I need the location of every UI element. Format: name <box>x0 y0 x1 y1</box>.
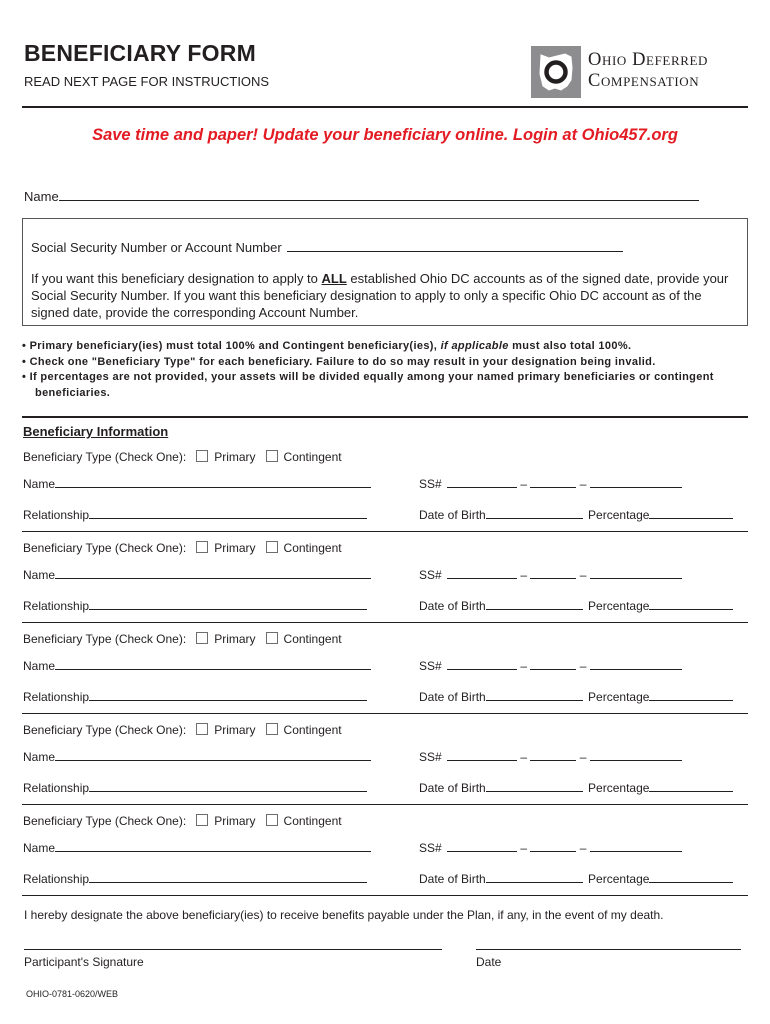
logo-line-2: Compensation <box>588 71 700 91</box>
contingent-label: Contingent <box>283 450 342 464</box>
participant-name-label: Name <box>24 189 59 204</box>
ss-row <box>419 475 682 491</box>
contingent-checkbox[interactable] <box>266 541 278 553</box>
form-code: OHIO-0781-0620/WEB <box>26 989 119 999</box>
contingent-checkbox[interactable] <box>266 450 278 462</box>
primary-checkbox[interactable] <box>196 450 208 462</box>
rules-list <box>22 339 752 401</box>
dob-label: Date of Birth <box>419 872 486 886</box>
beneficiary-type-label: Beneficiary Type (Check One): <box>23 541 187 555</box>
contingent-checkbox[interactable] <box>266 723 278 735</box>
ss-field-part1[interactable] <box>447 748 517 761</box>
percentage-label: Percentage <box>588 781 650 795</box>
ss-label: SS# <box>419 659 442 673</box>
primary-label: Primary <box>214 541 256 555</box>
entry-divider <box>22 713 748 714</box>
ss-dash: – <box>520 659 528 673</box>
beneficiary-name-field[interactable] <box>55 657 371 670</box>
dob-percentage-row <box>419 506 733 522</box>
ss-field-part2[interactable] <box>530 566 576 579</box>
primary-label: Primary <box>214 814 256 828</box>
beneficiary-name-field[interactable] <box>55 566 371 579</box>
ssn-instructions <box>31 270 741 321</box>
ss-field-part3[interactable] <box>590 475 682 488</box>
ss-label: SS# <box>419 750 442 764</box>
ss-row <box>419 566 682 582</box>
date-label: Date <box>476 955 502 969</box>
dob-field[interactable] <box>486 506 583 519</box>
relationship-field[interactable] <box>89 688 367 701</box>
beneficiary-name-row <box>23 657 371 673</box>
relationship-row <box>23 870 367 886</box>
ss-dash: – <box>579 659 587 673</box>
ssn-row <box>31 239 623 255</box>
relationship-field[interactable] <box>89 779 367 792</box>
beneficiary-name-row <box>23 475 371 491</box>
form-subtitle: READ NEXT PAGE FOR INSTRUCTIONS <box>24 74 270 89</box>
percentage-label: Percentage <box>588 872 650 886</box>
date-line[interactable] <box>476 949 741 950</box>
relationship-label: Relationship <box>23 872 90 886</box>
dob-field[interactable] <box>486 779 583 792</box>
ss-dash: – <box>520 750 528 764</box>
dob-label: Date of Birth <box>419 508 486 522</box>
contingent-checkbox[interactable] <box>266 814 278 826</box>
instructions-emphasis: ALL <box>321 271 347 286</box>
ss-dash: – <box>579 568 587 582</box>
beneficiary-type-row <box>23 541 342 555</box>
ss-label: SS# <box>419 477 442 491</box>
percentage-field[interactable] <box>649 779 733 792</box>
beneficiary-type-label: Beneficiary Type (Check One): <box>23 723 187 737</box>
relationship-field[interactable] <box>89 506 367 519</box>
percentage-field[interactable] <box>649 688 733 701</box>
contingent-checkbox[interactable] <box>266 632 278 644</box>
percentage-field[interactable] <box>649 506 733 519</box>
ss-dash: – <box>579 841 587 855</box>
beneficiary-name-field[interactable] <box>55 748 371 761</box>
entry-divider <box>22 622 748 623</box>
beneficiary-type-label: Beneficiary Type (Check One): <box>23 632 187 646</box>
dob-percentage-row <box>419 597 733 613</box>
logo-line-1: Ohio Deferred <box>588 50 709 70</box>
ss-field-part3[interactable] <box>590 839 682 852</box>
relationship-row <box>23 779 367 795</box>
relationship-label: Relationship <box>23 781 90 795</box>
ss-field-part2[interactable] <box>530 839 576 852</box>
ss-dash: – <box>520 477 528 491</box>
org-logo-text <box>588 50 708 92</box>
contingent-label: Contingent <box>283 723 342 737</box>
rule-item: • Check one "Beneficiary Type" for each beneficiary. Failure to do so may result in your designation being invalid. <box>22 355 656 368</box>
header-divider <box>22 106 748 108</box>
beneficiary-entry <box>0 632 770 723</box>
relationship-field[interactable] <box>89 870 367 883</box>
primary-label: Primary <box>214 723 256 737</box>
dob-field[interactable] <box>486 688 583 701</box>
participant-name-field[interactable] <box>59 188 699 201</box>
signature-line[interactable] <box>24 949 442 950</box>
ss-row <box>419 657 682 673</box>
ssn-field[interactable] <box>287 239 623 252</box>
ss-field-part2[interactable] <box>530 657 576 670</box>
beneficiary-type-label: Beneficiary Type (Check One): <box>23 814 187 828</box>
dob-percentage-row <box>419 688 733 704</box>
percentage-field[interactable] <box>649 870 733 883</box>
percentage-field[interactable] <box>649 597 733 610</box>
beneficiary-type-row <box>23 450 342 464</box>
ss-dash: – <box>520 568 528 582</box>
entry-divider <box>22 804 748 805</box>
beneficiary-name-row <box>23 748 371 764</box>
beneficiary-name-row <box>23 566 371 582</box>
ss-label: SS# <box>419 568 442 582</box>
beneficiary-name-label: Name <box>23 568 56 582</box>
beneficiary-section-title: Beneficiary Information <box>23 424 169 439</box>
ss-field-part3[interactable] <box>590 657 682 670</box>
beneficiary-name-field[interactable] <box>55 839 371 852</box>
primary-checkbox[interactable] <box>196 632 208 644</box>
beneficiary-entry <box>0 814 770 905</box>
contingent-label: Contingent <box>283 541 342 555</box>
primary-checkbox[interactable] <box>196 814 208 826</box>
beneficiary-type-row <box>23 723 342 737</box>
rule-item: • Primary beneficiary(ies) must total 100% and Contingent beneficiary(ies), if applicable must also total 100%. <box>22 340 632 352</box>
relationship-label: Relationship <box>23 599 90 613</box>
relationship-row <box>23 597 367 613</box>
ss-dash: – <box>579 750 587 764</box>
beneficiary-name-row <box>23 839 371 855</box>
ss-dash: – <box>520 841 528 855</box>
beneficiary-entry <box>0 450 770 541</box>
entry-divider <box>22 531 748 532</box>
ss-dash: – <box>579 477 587 491</box>
relationship-field[interactable] <box>89 597 367 610</box>
rule-item: • If percentages are not provided, your assets will be divided equally among your named primary beneficiaries or contingent beneficiaries. <box>22 371 714 399</box>
dob-field[interactable] <box>486 597 583 610</box>
percentage-label: Percentage <box>588 690 650 704</box>
relationship-label: Relationship <box>23 690 90 704</box>
entry-divider <box>22 895 748 896</box>
percentage-label: Percentage <box>588 599 650 613</box>
ss-field-part1[interactable] <box>447 566 517 579</box>
beneficiary-name-label: Name <box>23 750 56 764</box>
beneficiary-type-row <box>23 814 342 828</box>
dob-field[interactable] <box>486 870 583 883</box>
dob-label: Date of Birth <box>419 781 486 795</box>
beneficiary-name-label: Name <box>23 477 56 491</box>
relationship-row <box>23 688 367 704</box>
ss-field-part1[interactable] <box>447 475 517 488</box>
designation-declaration: I hereby designate the above beneficiary(ies) to receive benefits payable under the Plan, if any, in the event of my death. <box>24 908 664 922</box>
dob-percentage-row <box>419 779 733 795</box>
ss-field-part1[interactable] <box>447 657 517 670</box>
dob-percentage-row <box>419 870 733 886</box>
ss-field-part3[interactable] <box>590 748 682 761</box>
relationship-row <box>23 506 367 522</box>
relationship-label: Relationship <box>23 508 90 522</box>
contingent-label: Contingent <box>283 814 342 828</box>
primary-checkbox[interactable] <box>196 723 208 735</box>
ss-field-part3[interactable] <box>590 566 682 579</box>
ohio-logo-icon <box>531 46 581 98</box>
ss-label: SS# <box>419 841 442 855</box>
ss-row <box>419 839 682 855</box>
dob-label: Date of Birth <box>419 690 486 704</box>
beneficiary-name-label: Name <box>23 841 56 855</box>
form-title: BENEFICIARY FORM <box>24 40 256 66</box>
beneficiary-name-field[interactable] <box>55 475 371 488</box>
primary-label: Primary <box>214 450 256 464</box>
beneficiary-entry <box>0 723 770 814</box>
beneficiary-type-label: Beneficiary Type (Check One): <box>23 450 187 464</box>
ss-field-part1[interactable] <box>447 839 517 852</box>
primary-checkbox[interactable] <box>196 541 208 553</box>
ss-field-part2[interactable] <box>530 748 576 761</box>
ss-field-part2[interactable] <box>530 475 576 488</box>
ss-row <box>419 748 682 764</box>
instructions-text-2: established Ohio DC accounts as of the signed date, provide your Social Security Number. If you want this beneficiary designation to apply to only a specific Ohio DC account as of the signed date, provide the corresponding Account Number. <box>31 271 729 320</box>
beneficiary-entry <box>0 541 770 632</box>
beneficiary-type-row <box>23 632 342 646</box>
participant-name-row <box>24 188 699 204</box>
section-divider <box>22 416 748 418</box>
ssn-label: Social Security Number or Account Number <box>31 240 282 255</box>
contingent-label: Contingent <box>283 632 342 646</box>
participant-signature-label: Participant's Signature <box>24 955 144 969</box>
instructions-text-1: If you want this beneficiary designation to apply to <box>31 271 322 286</box>
percentage-label: Percentage <box>588 508 650 522</box>
online-update-promo: Save time and paper! Update your beneficiary online. Login at Ohio457.org <box>92 126 678 144</box>
dob-label: Date of Birth <box>419 599 486 613</box>
beneficiary-name-label: Name <box>23 659 56 673</box>
primary-label: Primary <box>214 632 256 646</box>
